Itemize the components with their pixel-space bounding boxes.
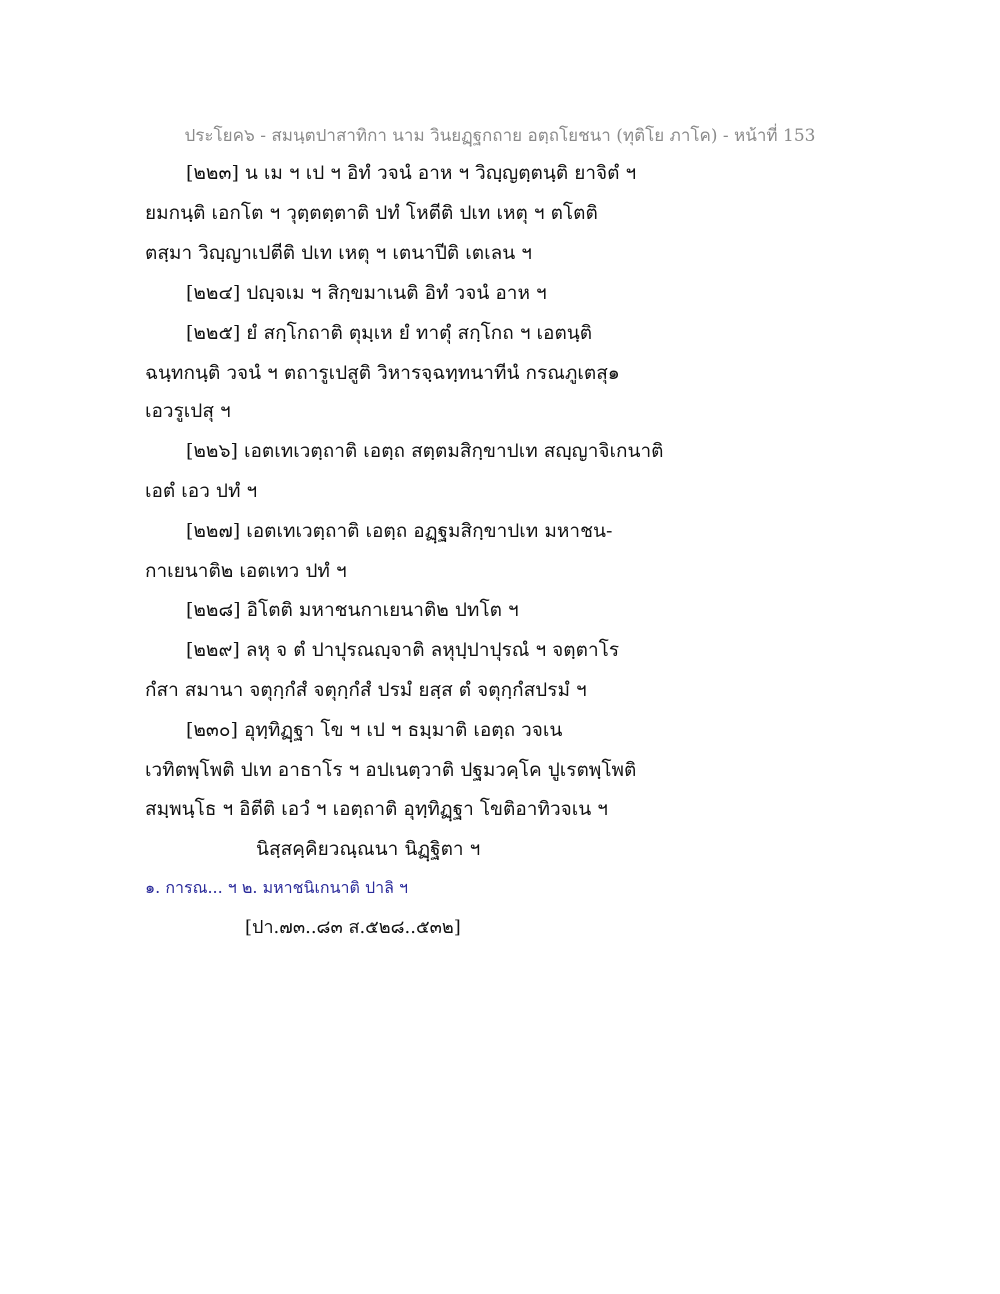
text-line-13: [๒๒๙] ลหุ จ ตํ ปาปุรณญฺจาติ ลหุปฺปาปุรณํ ฯ จตฺตาโร: [186, 639, 620, 661]
text-line-3: ตสฺมา วิญฺญาเปตีติ ปเท เหตุ ฯ เตนาปีติ เตเลน ฯ: [145, 242, 532, 264]
section-end-line: นิสฺสคฺคิยวณฺณนา นิฏฺฐิตา ฯ: [256, 838, 481, 860]
text-line-5: [๒๒๕] ยํ สกฺโกถาติ ตุมฺเห ยํ ทาตุํ สกฺโกถ ฯ เอตนฺติ: [186, 322, 593, 344]
text-line-17: สมฺพนฺโธ ฯ อิตีติ เอวํ ฯ เอตฺถาติ อุทฺทิฏฺฐา โขติอาทิวจเน ฯ: [145, 798, 608, 820]
text-line-8: [๒๒๖] เอตเทเวตฺถาติ เอตฺถ สตฺตมสิกฺขาปเท สญฺญาจิเกนาติ: [186, 440, 664, 462]
text-line-1: [๒๒๓] น เม ฯ เป ฯ อิทํ วจนํ อาห ฯ วิญฺญตฺตนฺติ ยาจิตํ ฯ: [186, 162, 637, 184]
text-line-14: กํสา สมานา จตุกฺกํสํ จตุกฺกํสํ ปรมํ ยสฺส ตํ จตุกฺกํสปรมํ ฯ: [145, 679, 587, 701]
text-line-11: กาเยนาติ๒ เอตเทว ปทํ ฯ: [145, 560, 347, 582]
text-line-9: เอตํ เอว ปทํ ฯ: [145, 480, 258, 502]
footnote: ๑. การณ... ฯ ๒. มหาชนิเกนาติ ปาลิ ฯ: [145, 878, 409, 897]
text-line-10: [๒๒๗] เอตเทเวตฺถาติ เอตฺถ อฏฺฐมสิกฺขาปเท มหาชน-: [186, 520, 613, 542]
text-line-12: [๒๒๘] อิโตติ มหาชนกาเยนาติ๒ ปทโต ฯ: [186, 599, 519, 621]
text-line-7: เอวรูเปสุ ฯ: [145, 400, 231, 422]
text-line-6: ฉนฺทกนฺติ วจนํ ฯ ตถารูเปสูติ วิหารจฺฉทฺทนาทีนํ กรณภูเตสุ๑: [145, 362, 620, 384]
page-header: ประโยค๖ - สมนฺตปาสาทิกา นาม วินยฏฺฐกถาย อตฺถโยชนา (ทุติโย ภาโค) - หน้าที่ 153: [184, 126, 816, 146]
text-line-15: [๒๓๐] อุทฺทิฏฺฐา โข ฯ เป ฯ ธมฺมาติ เอตฺถ วจเน: [186, 719, 563, 741]
text-line-16: เวทิตพฺโพติ ปเท อาธาโร ฯ อปเนตฺวาติ ปฐมวคฺโค ปูเรตพฺโพติ: [145, 759, 637, 781]
page-reference: [ปา.๗๓..๘๓ ส.๕๒๘..๕๓๒]: [245, 917, 461, 938]
text-line-4: [๒๒๔] ปญฺจเม ฯ สิกฺขมาเนติ อิทํ วจนํ อาห ฯ: [186, 282, 547, 304]
text-line-2: ยมกนฺติ เอกโต ฯ วุตฺตตฺตาติ ปทํ โหตีติ ปเท เหตุ ฯ ตโตติ: [145, 202, 598, 224]
